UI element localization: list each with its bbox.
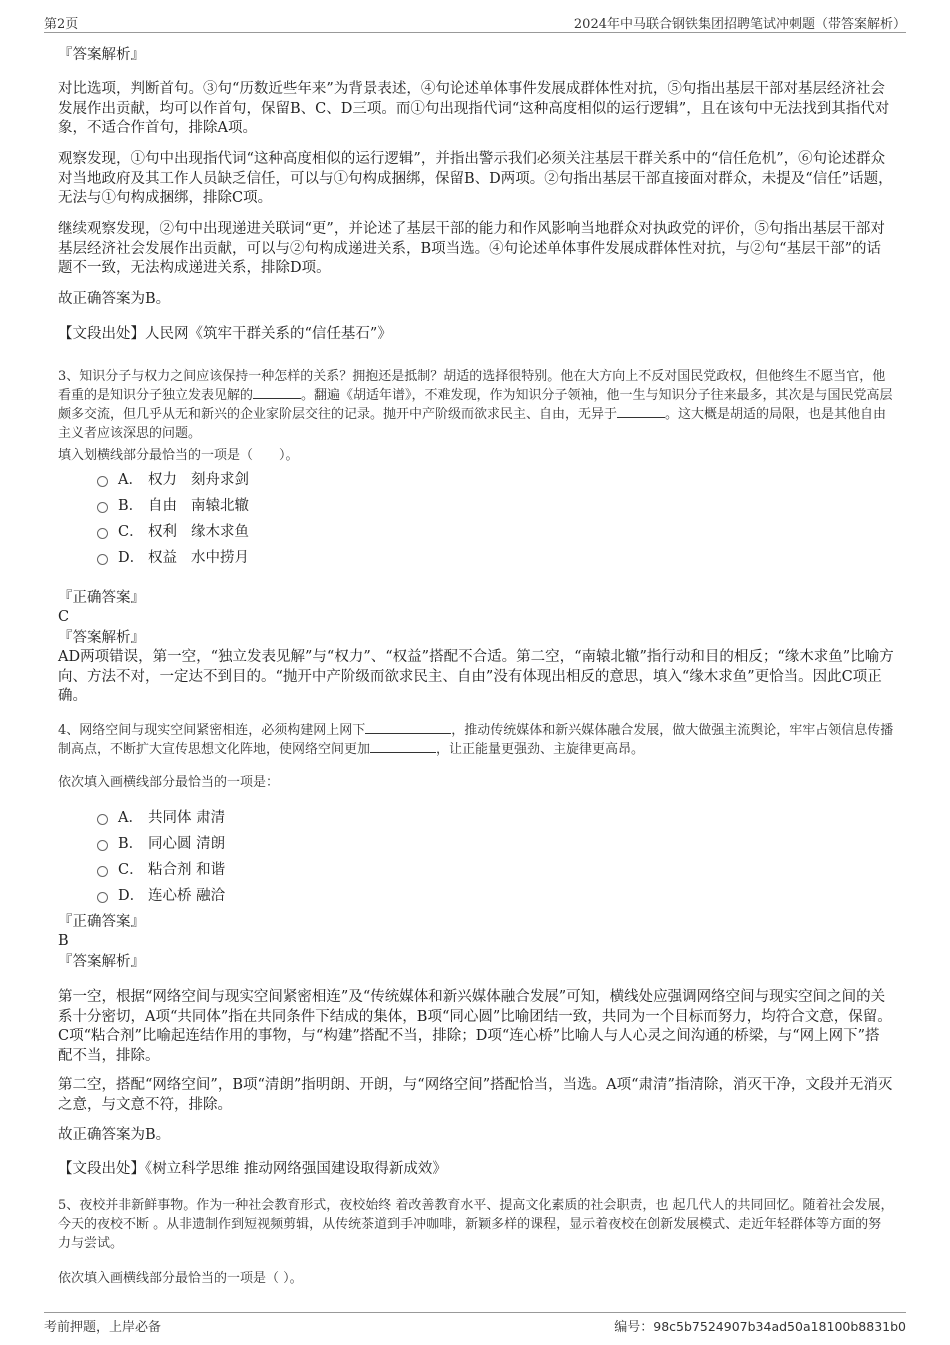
q4-source: 【文段出处】《树立科学思维 推动网络强国建设取得新成效》 (58, 1161, 447, 1177)
q4-option-a[interactable]: A． 共同体 肃清 (97, 808, 225, 828)
q3-stem (58, 367, 894, 443)
q2-source: 【文段出处】人民网《筑牢干群关系的“信任基石”》 (58, 326, 392, 342)
q4-option-d[interactable]: D． 连心桥 融洽 (97, 886, 225, 906)
q3-stem-part2: 。翻遍《胡适年谱》，不难发现，作为知识分子领袖，他一生与知识分子往来最多，其次是与国民党高层颇多交流，但几乎从无和新兴的企业家阶层交往的记录。抛开中产阶级而欲求民主、自由，无异于 (58, 388, 893, 422)
q3-option-d[interactable]: D． 权益 水中捞月 (97, 548, 249, 568)
page-footer (44, 1312, 906, 1335)
q3-analysis-label: 『答案解析』 (58, 630, 145, 646)
q4-conclusion: 故正确答案为B。 (58, 1127, 171, 1143)
q2-analysis-para1: 对比选项，判断首句。③句“历数近些年来”为背景表述，④句论述单体事件发展成群体性对抗，⑤句指出基层干部对基层经济社会发展作出贡献，均可以作首句，保留B、C、D三项。而①句出现指代词“这种高度相似的运行逻辑”，且在该句中无法找到其指代对象，不适合作首句，排除A项。 (58, 81, 890, 136)
radio-icon[interactable] (97, 840, 108, 851)
q4-analysis-label: 『答案解析』 (58, 954, 145, 970)
q2-analysis-para3: 继续观察发现，②句中出现递进关联词“更”，并论述了基层干部的能力和作风影响当地群众对执政党的评价，⑤句指出基层干部对基层经济社会发展作出贡献，可以与②句构成递进关系，B项当选。④句论述单体事件发展成群体性对抗，与②句“基层干部”的话题不一致，无法构成递进关系，排除D项。 (58, 221, 885, 276)
q4-option-b[interactable]: B． 同心圆 清朗 (97, 834, 225, 854)
q4-analysis-para1: 第一空，根据“网络空间与现实空间紧密相连”及“传统媒体和新兴媒体融合发展”可知，横线处应强调网络空间与现实空间之间的关系十分密切，A项“共同体”指在共同条件下结成的集体，B项“同心圆”比喻团结一致，共同为一个目标而努力，均符合文意，保留。C项“粘合剂”比喻起连结作用的事物，与“构建”搭配不当，排除；D项“连心桥”比喻人与人心灵之间沟通的桥梁，与“网上网下”搭配不当，排除。 (58, 989, 892, 1064)
footer-motto: 考前押题，上岸必备 (44, 1320, 162, 1335)
q4-prompt: 依次填入画横线部分最恰当的一项是： (58, 775, 280, 790)
q4-stem: 4、网络空间与现实空间紧密相连，必须构建网上网下 ，推动传统媒体和新兴媒体融合发展，做大做强主流舆论，牢牢占领信息传播制高点，不断扩大宣传思想文化阵地，使网络空间更加 ，让正能量更强劲、主旋律更高昂。 (58, 723, 894, 757)
page-header (44, 10, 906, 33)
q4-answer-label: 『正确答案』 (58, 914, 145, 930)
radio-icon[interactable] (97, 502, 108, 513)
q3-analysis: AD两项错误，第一空，“独立发表见解”与“权力”、“权益”搭配不合适。第二空，“南辕北辙”指行动和目的相反；“缘木求鱼”比喻方向、方法不对，一定达不到目的。“抛开中产阶级而欲求民主、自由”没有体现出相反的意思，填入“缘木求鱼”更恰当。因此C项正确。 (58, 649, 894, 704)
document-code: 编号：98c5b7524907b34ad50a18100b8831b0 (614, 1319, 906, 1335)
q3-blank-2 (617, 416, 665, 418)
q2-conclusion: 故正确答案为B。 (58, 291, 171, 307)
radio-icon[interactable] (97, 554, 108, 565)
q2-analysis-label: 『答案解析』 (58, 47, 145, 63)
radio-icon[interactable] (97, 892, 108, 903)
q2-analysis-para2: 观察发现，①句中出现指代词“这种高度相似的运行逻辑”，并指出警示我们必须关注基层干群关系中的“信任危机”，⑥句论述群众对当地政府及其工作人员缺乏信任，可以与①句构成捆绑，保留B、D两项。②句指出基层干部直接面对群众，未提及“信任”话题，无法与①句构成捆绑，排除C项。 (58, 151, 893, 206)
radio-icon[interactable] (97, 476, 108, 487)
q4-analysis-para2: 第二空，搭配“网络空间”，B项“清朗”指明朗、开朗，与“网络空间”搭配恰当，当选。A项“肃清”指清除，消灭干净，文段并无消灭之意，与文意不符，排除。 (58, 1077, 893, 1113)
q3-option-c[interactable]: C． 权利 缘木求鱼 (97, 522, 249, 542)
page-number: 第2页 (44, 17, 79, 32)
q3-blank-1 (253, 397, 301, 399)
q4-option-c[interactable]: C． 粘合剂 和谐 (97, 860, 225, 880)
q3-answer-label: 『正确答案』 (58, 590, 145, 606)
document-title: 2024年中马联合钢铁集团招聘笔试冲刺题（带答案解析） (573, 17, 906, 32)
q4-blank-1 (365, 732, 451, 734)
q5-prompt: 依次填入画横线部分最恰当的一项是（ ）。 (58, 1271, 303, 1286)
q3-stem-part1: 3、知识分子与权力之间应该保持一种怎样的关系？拥抱还是抵制？胡适的选择很特别。他在大方向上不反对国民党政权，但他终生不愿当官，他看重的是知识分子独立发表见解的 (58, 369, 886, 403)
q3-answer: C (58, 609, 70, 625)
q4-blank-2 (370, 751, 436, 753)
radio-icon[interactable] (97, 866, 108, 877)
q3-option-a[interactable]: A． 权力 刻舟求剑 (97, 470, 249, 490)
radio-icon[interactable] (97, 528, 108, 539)
q3-prompt: 填入划横线部分最恰当的一项是（ ）。 (58, 448, 299, 463)
q3-stem-part3: 。这大概是胡适的局限，也是其他自由主义者应该深思的问题。 (58, 407, 887, 441)
q3-option-b[interactable]: B． 自由 南辕北辙 (97, 496, 249, 516)
q5-stem: 5、夜校并非新鲜事物。作为一种社会教育形式，夜校始终 着改善教育水平、提高文化素质的社会职责，也 起几代人的共同回忆。随着社会发展，今天的夜校不断 。从非遗制作到短视频剪辑，从传统茶道到手冲咖啡，新颖多样的课程，显示着夜校在创新发展模式、走近年轻群体等方面的努力与尝试。 (58, 1198, 894, 1251)
radio-icon[interactable] (97, 814, 108, 825)
q4-answer: B (58, 933, 69, 949)
